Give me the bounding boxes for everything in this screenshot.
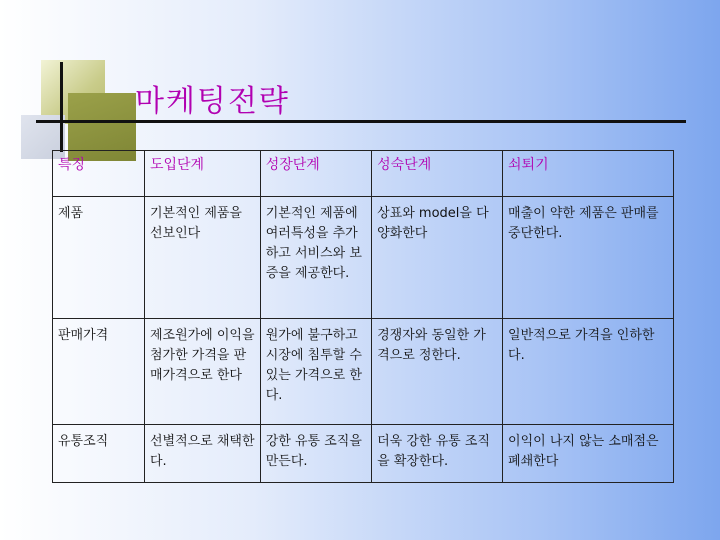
row-label: 판매가격 [53, 319, 145, 425]
header-maturity: 성숙단계 [377, 157, 432, 173]
header-cell [503, 151, 674, 197]
table-cell: 일반적으로 가격을 인하한다. [503, 319, 674, 425]
header-cell [372, 151, 503, 197]
table-row-distribution [53, 425, 674, 483]
table-cell: 기본적인 제품을 선보인다 [144, 197, 260, 319]
table-row-price [53, 319, 674, 425]
header-intro: 도입단계 [149, 157, 205, 173]
decor-vertical-line [60, 62, 63, 152]
table-cell: 선별적으로 채택한다. [144, 425, 260, 483]
table-cell: 제조원가에 이익을 첨가한 가격을 판매가격으로 한다 [144, 319, 260, 425]
table-row-product [53, 197, 674, 319]
row-label: 유통조직 [53, 425, 145, 483]
table-cell: 원가에 불구하고 시장에 침투할 수 있는 가격으로 한다. [260, 319, 371, 425]
header-cell [260, 151, 371, 197]
table-cell: 강한 유통 조직을 만든다. [260, 425, 371, 483]
table-cell: 기본적인 제품에 여러특성을 추가하고 서비스와 보증을 제공한다. [260, 197, 371, 319]
table-cell: 이익이 나지 않는 소매점은 폐쇄한다 [503, 425, 674, 483]
slide-title: 마케팅전략 [135, 84, 290, 119]
header-cell [53, 151, 145, 197]
table-cell: 상표와 model을 다양화한다 [372, 197, 503, 319]
table-cell: 매출이 약한 제품은 판매를 중단한다. [503, 197, 674, 319]
title-underline [36, 120, 686, 123]
header-growth: 성장단계 [265, 157, 320, 173]
table-cell: 경쟁자와 동일한 가격으로 정한다. [372, 319, 503, 425]
table-header-row [53, 151, 674, 197]
row-label: 제품 [53, 197, 145, 319]
strategy-table [52, 150, 674, 483]
header-feature: 특징 [58, 157, 86, 173]
table-cell: 더욱 강한 유통 조직을 확장한다. [372, 425, 503, 483]
header-decline: 쇠퇴기 [508, 157, 549, 173]
header-cell [144, 151, 260, 197]
